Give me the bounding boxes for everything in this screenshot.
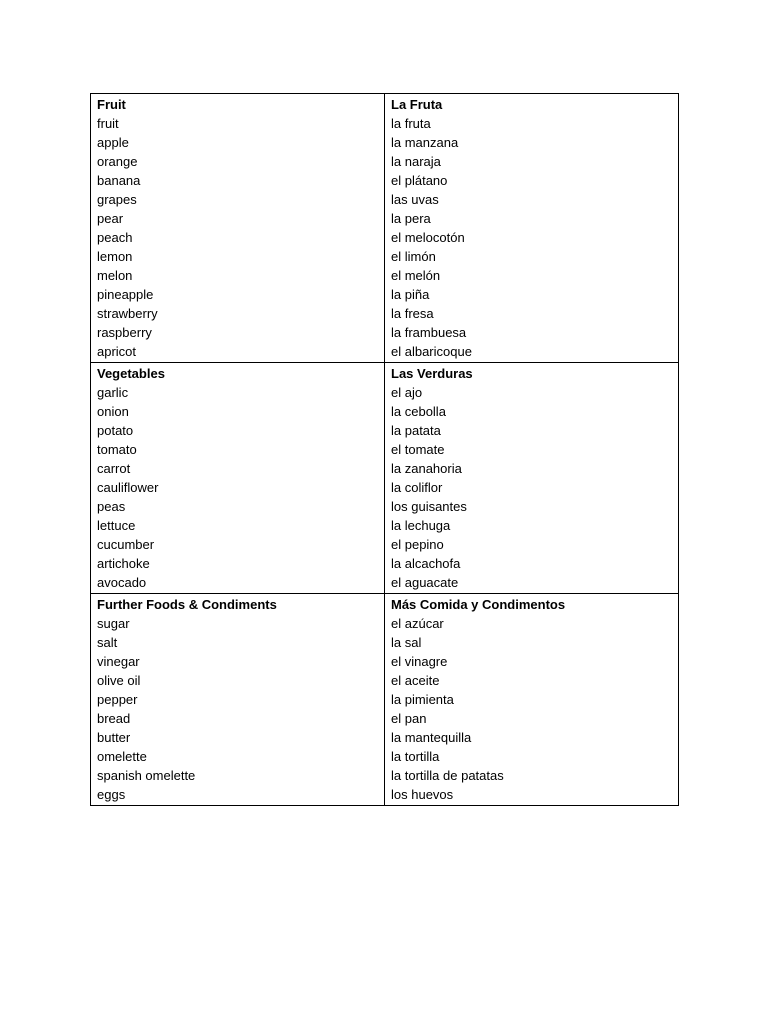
spanish-word: la piña <box>391 287 430 302</box>
spanish-column-cell <box>385 94 679 363</box>
english-word: onion <box>97 404 129 419</box>
spanish-word: el ajo <box>391 385 423 400</box>
english-word: sugar <box>97 616 130 631</box>
spanish-word: las uvas <box>391 192 439 207</box>
english-column-cell <box>91 94 385 363</box>
section-heading: Further Foods & Condiments <box>97 597 277 612</box>
english-word: cucumber <box>97 537 155 552</box>
spanish-word: la naraja <box>391 154 441 169</box>
english-column-cell <box>91 594 385 806</box>
english-word: salt <box>97 635 118 650</box>
spanish-word: la coliflor <box>391 480 443 495</box>
spanish-word: la fresa <box>391 306 434 321</box>
english-word: banana <box>97 173 141 188</box>
english-word: apple <box>97 135 129 150</box>
vocabulary-table-body <box>91 94 679 806</box>
section-row <box>91 363 679 594</box>
english-word: strawberry <box>97 306 158 321</box>
spanish-word: la pera <box>391 211 431 226</box>
spanish-word: la cebolla <box>391 404 446 419</box>
section-row <box>91 594 679 806</box>
spanish-word: el plátano <box>391 173 448 188</box>
english-word: tomato <box>97 442 137 457</box>
english-word: avocado <box>97 575 147 590</box>
english-word: pineapple <box>97 287 154 302</box>
english-word: melon <box>97 268 133 283</box>
section-heading: La Fruta <box>391 97 443 112</box>
english-word: lettuce <box>97 518 136 533</box>
spanish-word: el aceite <box>391 673 440 688</box>
english-word: lemon <box>97 249 133 264</box>
section-heading: Más Comida y Condimentos <box>391 597 566 612</box>
english-word: artichoke <box>97 556 150 571</box>
english-word: spanish omelette <box>97 768 196 783</box>
english-word: peas <box>97 499 126 514</box>
spanish-word: el pan <box>391 711 427 726</box>
section-heading: Fruit <box>97 97 126 112</box>
english-word: potato <box>97 423 134 438</box>
english-word: olive oil <box>97 673 141 688</box>
spanish-word: la mantequilla <box>391 730 472 745</box>
english-word: pear <box>97 211 124 226</box>
vocabulary-table <box>90 93 679 806</box>
spanish-word: el limón <box>391 249 436 264</box>
spanish-word: el aguacate <box>391 575 459 590</box>
spanish-word: el melocotón <box>391 230 465 245</box>
english-word: fruit <box>97 116 119 131</box>
spanish-word: el vinagre <box>391 654 448 669</box>
spanish-word: el pepino <box>391 537 444 552</box>
spanish-word: la alcachofa <box>391 556 461 571</box>
spanish-word: la pimienta <box>391 692 454 707</box>
spanish-column-cell <box>385 363 679 594</box>
spanish-word: la tortilla <box>391 749 440 764</box>
english-word: apricot <box>97 344 137 359</box>
english-word: bread <box>97 711 131 726</box>
english-column-cell <box>91 363 385 594</box>
spanish-word: la lechuga <box>391 518 451 533</box>
section-heading: Vegetables <box>97 366 165 381</box>
english-word: omelette <box>97 749 147 764</box>
spanish-word: los huevos <box>391 787 454 802</box>
english-word: carrot <box>97 461 131 476</box>
spanish-word: el tomate <box>391 442 445 457</box>
spanish-word: la sal <box>391 635 422 650</box>
spanish-word: la manzana <box>391 135 459 150</box>
spanish-word: la patata <box>391 423 441 438</box>
english-word: cauliflower <box>97 480 159 495</box>
spanish-word: el azúcar <box>391 616 444 631</box>
spanish-word: el albaricoque <box>391 344 472 359</box>
spanish-word: el melón <box>391 268 441 283</box>
english-word: eggs <box>97 787 126 802</box>
english-word: pepper <box>97 692 138 707</box>
section-heading: Las Verduras <box>391 366 473 381</box>
spanish-word: la frambuesa <box>391 325 467 340</box>
english-word: raspberry <box>97 325 152 340</box>
english-word: orange <box>97 154 138 169</box>
english-word: peach <box>97 230 133 245</box>
spanish-word: la tortilla de patatas <box>391 768 504 783</box>
english-word: grapes <box>97 192 137 207</box>
section-row <box>91 94 679 363</box>
english-word: garlic <box>97 385 129 400</box>
english-word: butter <box>97 730 131 745</box>
spanish-word: los guisantes <box>391 499 467 514</box>
spanish-word: la fruta <box>391 116 431 131</box>
english-word: vinegar <box>97 654 140 669</box>
spanish-column-cell <box>385 594 679 806</box>
spanish-word: la zanahoria <box>391 461 462 476</box>
